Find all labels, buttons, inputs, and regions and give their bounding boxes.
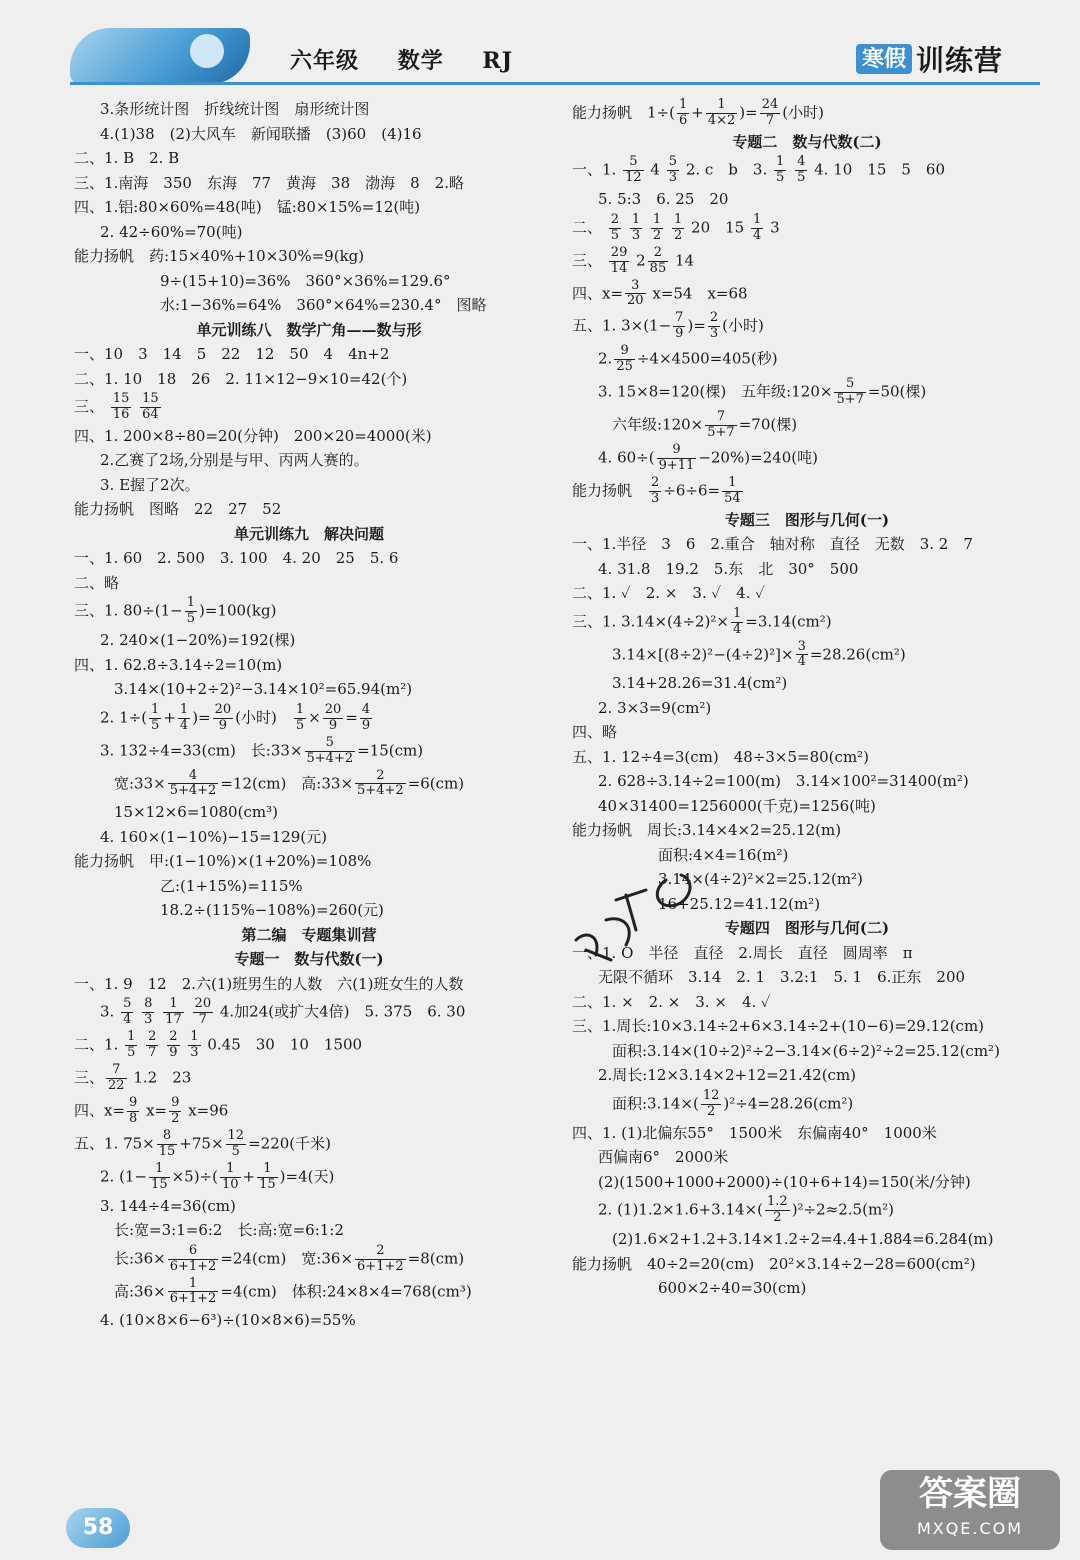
fraction: $\frac{15}{16}$ xyxy=(112,391,130,422)
header-illustration xyxy=(70,28,250,84)
answer-line: 一、1. 60 2. 500 3. 100 4. 20 25 5. 6 xyxy=(74,549,399,568)
answer-line: 五、1. 12÷4=3(cm) 48÷3×5=80(cm²) xyxy=(572,747,870,766)
answer-line: 能力扬帆 图略 22 27 52 xyxy=(74,500,282,519)
answer-line: 三、 $\frac{15}{16}$ $\frac{15}{64}$ xyxy=(74,391,159,422)
answer-line: 2.周长:12×3.14×2+12=21.42(cm) xyxy=(598,1066,857,1085)
answer-line: 面积:3.14×( $\frac{12}{2}$ )²÷4=28.26(cm²) xyxy=(612,1087,854,1119)
answer-line: 四、1. 62.8÷3.14÷2=10(m) xyxy=(74,655,283,674)
answer-line: 一、1. 9 12 2.六(1)班男生的人数 六(1)班女生的人数 xyxy=(74,974,464,993)
answer-line: 4. (10×8×6−6³)÷(10×8×6)=55% xyxy=(100,1311,356,1330)
answer-line: 一、10 3 14 5 22 12 50 4 4n+2 xyxy=(74,345,390,363)
answer-line: 高:36× $\frac{1}{6+1+2}$ =4(cm) 体积:24×8×4=768(cm³) xyxy=(114,1275,472,1307)
header-title xyxy=(290,44,543,75)
answer-line: 三、1. 80÷(1− $\frac{1}{5}$ )=100(kg) xyxy=(74,595,277,627)
answer-line: 能力扬帆 甲:(1−10%)×(1+20%)=108% xyxy=(74,852,372,871)
answer-line: 四、1. (1)北偏东55° 1500米 东偏南40° 1000米 xyxy=(572,1123,937,1142)
answer-line: 五、1. 3×(1− $\frac{7}{9}$ )= $\frac{2}{3}$ (小时) xyxy=(572,310,764,342)
answer-line: 3.14×[(8÷2)²−(4÷2)²]× $\frac{3}{4}$ =28.26(cm²) xyxy=(612,638,906,670)
fraction: $\frac{1}{5}$ xyxy=(186,595,195,627)
answer-line: 2. $\frac{9}{25}$ ÷4×4500=405(秒) xyxy=(598,343,778,375)
answer-line: 2. 240×(1−20%)=192(棵) xyxy=(100,631,296,650)
answer-line: 面积:3.14×(10÷2)²÷2−3.14×(6÷2)²÷2=25.12(cm²) xyxy=(612,1041,1000,1060)
logo-badge: 寒假 xyxy=(856,44,912,74)
answer-line: 4. 60÷( $\frac{9}{9+11}$ −20%)=240(吨) xyxy=(598,441,818,473)
answer-line: 四、x= $\frac{9}{8}$ x= $\frac{9}{2}$ x=96 xyxy=(74,1095,229,1126)
answer-line: 16+25.12=41.12(m²) xyxy=(658,894,821,913)
right-column xyxy=(572,96,1042,1302)
answer-line: 600×2÷40=30(cm) xyxy=(658,1279,807,1298)
answer-line: 面积:4×4=16(m²) xyxy=(658,845,789,864)
answer-line: 3.条形统计图 折线统计图 扇形统计图 xyxy=(100,100,370,118)
answer-line: 5. 5:3 6. 25 20 xyxy=(598,190,729,209)
answer-line: 18.2÷(115%−108%)=260(元) xyxy=(160,901,384,920)
answer-line: 能力扬帆 40÷2=20(cm) 20²×3.14÷2−28=600(cm²) xyxy=(572,1254,976,1273)
answer-line: 四、略 xyxy=(572,723,618,742)
answer-line: 四、1.铝:80×60%=48(吨) 锰:80×15%=12(吨) xyxy=(74,198,421,216)
answer-line: 3.14+28.26=31.4(cm²) xyxy=(612,674,788,693)
answer-line: 2.乙赛了2场,分别是与甲、丙两人赛的。 xyxy=(100,451,369,470)
section-heading: 专题一 数与代数(一) xyxy=(234,950,384,969)
answer-line: 3.14×(4÷2)²×2=25.12(m²) xyxy=(658,870,863,889)
answer-line: 长:宽=3:1=6:2 长:高:宽=6:1:2 xyxy=(114,1221,344,1240)
answer-line: 4. 160×(1−10%)−15=129(元) xyxy=(100,827,327,846)
answer-line: 宽:33× $\frac{4}{5+4+2}$ =12(cm) 高:33× $\frac{2}{5+4+2}$ =6(cm) xyxy=(114,767,465,799)
answer-line: 能力扬帆 周长:3.14×4×2=25.12(m) xyxy=(572,821,842,840)
grade-label: 六年级 xyxy=(290,48,360,74)
answer-line: 一、1. $\frac{5}{12}$ 4 $\frac{5}{3}$ 2. c b 3. $\frac{1}{5}$ $\frac{4}{5}$ 4. 10 15 5 60 xyxy=(572,154,946,186)
page-number: 58 xyxy=(66,1508,130,1548)
answer-line: 能力扬帆 药:15×40%+10×30%=9(kg) xyxy=(74,247,365,265)
handwritten-scribble xyxy=(556,860,756,980)
answer-line: 3. $\frac{5}{4}$ $\frac{8}{3}$ $\frac{1}{17}$ $\frac{20}{7}$ 4.加24(或扩大4倍) 5. 375 6. 30 xyxy=(100,996,466,1028)
answer-line: 乙:(1+15%)=115% xyxy=(160,876,303,895)
answer-line: 四、x= $\frac{3}{20}$ x=54 x=68 xyxy=(572,277,748,309)
section-heading: 专题四 图形与几何(二) xyxy=(724,919,890,938)
book-logo xyxy=(856,42,1003,76)
answer-line: 2. (1− $\frac{1}{15}$ ×5)÷( $\frac{1}{10}$ + $\frac{1}{15}$ )=4(天) xyxy=(100,1160,335,1192)
answer-line: 3. 15×8=120(棵) 五年级:120× $\frac{5}{5+7}$ =50(棵) xyxy=(598,376,927,408)
answer-line: 一、1.半径 3 6 2.重合 轴对称 直径 无数 3. 2 7 xyxy=(572,535,973,554)
answer-line: 二、1. 10 18 26 2. 11×12−9×10=42(个) xyxy=(74,369,408,388)
answer-line: 3. E握了2次。 xyxy=(100,475,200,494)
section-heading: 单元训练九 解决问题 xyxy=(233,524,384,543)
answer-line: 三、 $\frac{29}{14}$ 2 $\frac{2}{85}$ 14 xyxy=(572,244,695,276)
answer-line: 2. 1÷( $\frac{1}{5}$ + $\frac{1}{4}$ )= $\frac{20}{9}$ (小时) $\frac{1}{5}$ × $\frac{20}{9}$ = $\frac{4}{9}$ xyxy=(100,701,371,733)
answer-line: 无限不循环 3.14 2. 1 3.2:1 5. 1 6.正东 200 xyxy=(598,968,966,987)
answer-line: 能力扬帆 1÷( $\frac{1}{6}$ + $\frac{1}{4\times 2}$ )= $\frac{24}{7}$ (小时) xyxy=(572,97,824,128)
answer-line: 二、 $\frac{2}{5}$ $\frac{1}{3}$ $\frac{1}{2}$ $\frac{1}{2}$ 20 15 $\frac{1}{4}$ 3 xyxy=(572,211,780,243)
answer-line: 三、1. 3.14×(4÷2)²× $\frac{1}{4}$ =3.14(cm²) xyxy=(572,605,832,637)
fraction: $\frac{15}{64}$ xyxy=(142,391,159,422)
answer-line: 2. 42÷60%=70(吨) xyxy=(100,222,243,241)
answer-line: 二、1. $\frac{1}{5}$ $\frac{2}{7}$ $\frac{2}{9}$ $\frac{1}{3}$ 0.45 30 10 1500 xyxy=(74,1029,363,1061)
answer-line: (2)1.6×2+1.2+3.14×1.2÷2=4.4+1.884=6.284(m) xyxy=(612,1230,994,1249)
answer-line: 三、1.周长:10×3.14÷2+6×3.14÷2+(10−6)=29.12(cm) xyxy=(572,1017,985,1036)
answer-line: 2. 3×3=9(cm²) xyxy=(598,698,712,717)
answer-line: 3. 144÷4=36(cm) xyxy=(100,1196,236,1215)
answer-line: 3.14×(10+2÷2)²−3.14×10²=65.94(m²) xyxy=(114,680,413,699)
answer-line: 三、1.南海 350 东海 77 黄海 38 渤海 8 2.略 xyxy=(74,173,464,192)
answer-line: 一、1. O 半径 直径 2.周长 直径 圆周率 π xyxy=(572,943,913,962)
answer-line: 9÷(15+10)=36% 360°×36%=129.6° xyxy=(160,271,451,290)
answer-line: 长:36× $\frac{6}{6+1+2}$ =24(cm) 宽:36× $\frac{2}{6+1+2}$ =8(cm) xyxy=(114,1242,465,1274)
edition-label: RJ xyxy=(482,48,514,74)
answer-line: 二、略 xyxy=(74,573,120,592)
answer-line: 三、 $\frac{7}{22}$ 1.2 23 xyxy=(74,1062,192,1094)
logo-text: 训练营 xyxy=(916,44,1004,77)
section-heading: 单元训练八 数学广角——数与形 xyxy=(196,320,422,339)
answer-line: 2. (1)1.2×1.6+3.14×( $\frac{1.2}{2}$ )²÷2≈2.5(m²) xyxy=(598,1194,895,1226)
answer-line: 4. 31.8 19.2 5.东 北 30° 500 xyxy=(598,559,859,578)
answer-line: 15×12×6=1080(cm³) xyxy=(114,803,278,822)
answer-line: 40×31400=1256000(千克)=1256(吨) xyxy=(598,796,876,815)
header-rule xyxy=(70,82,1040,85)
answer-line: 2. 628÷3.14÷2=100(m) 3.14×100²=31400(m²) xyxy=(598,772,969,791)
answer-line: (2)(1500+1000+2000)÷(10+6+14)=150(米/分钟) xyxy=(598,1172,971,1191)
subject-label: 数学 xyxy=(397,48,444,74)
answer-line: 五、1. 75× $\frac{8}{15}$ +75× $\frac{12}{5}$ =220(千米) xyxy=(74,1127,331,1159)
answer-line: 4.(1)38 (2)大风车 新闻联播 (3)60 (4)16 xyxy=(100,124,422,143)
section-heading: 专题二 数与代数(二) xyxy=(732,132,882,151)
left-column xyxy=(74,96,544,1334)
section-heading: 第二编 专题集训营 xyxy=(241,925,377,944)
answer-line: 3. 132÷4=33(cm) 长:33× $\frac{5}{5+4+2}$ =15(cm) xyxy=(100,734,424,766)
page-header xyxy=(0,0,1080,92)
answer-line: 四、1. 200×8÷80=20(分钟) 200×20=4000(米) xyxy=(74,426,432,445)
answer-line: 二、1. × 2. × 3. × 4. ✓ xyxy=(572,992,771,1011)
answer-line: 六年级:120× $\frac{7}{5+7}$ =70(棵) xyxy=(612,409,798,440)
answer-line: 能力扬帆 $\frac{2}{3}$ ÷6÷6= $\frac{1}{54}$ xyxy=(572,474,741,506)
answer-line: 二、1. B 2. B xyxy=(74,149,180,167)
site-watermark: 答案圈 MXQE.COM xyxy=(880,1470,1060,1550)
section-heading: 专题三 图形与几何(一) xyxy=(724,510,890,529)
answer-line: 二、1. ✓ 2. × 3. ✓ 4. ✓ xyxy=(572,584,765,603)
answer-line: 西偏南6° 2000米 xyxy=(598,1148,729,1167)
answer-line: 水:1−36%=64% 360°×64%=230.4° 图略 xyxy=(160,296,487,314)
